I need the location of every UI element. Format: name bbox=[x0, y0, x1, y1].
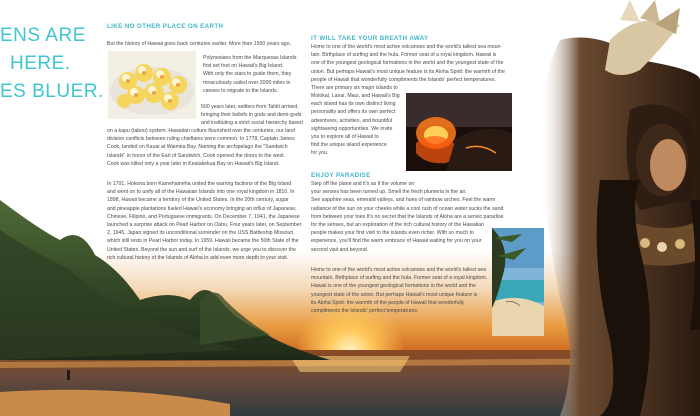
left-wrap-line: miraculously sailed over 2000 miles in bbox=[203, 79, 291, 86]
right-paragraph-1 bbox=[311, 43, 511, 92]
right-section-title-1: IT WILL TAKE YOUR BREATH AWAY bbox=[311, 35, 429, 42]
left-p3-line: United States. Beyond the sun and surf of the Islands, we urge you to discover the bbox=[107, 246, 296, 253]
left-p3-line: and went on to unify all of the Hawaiian Islands into one royal kingdom in 1810. In bbox=[107, 189, 295, 196]
left-wrap-line: With only the stars to guide them, they bbox=[203, 71, 292, 78]
left-wrap-line: first set foot on Hawaii's Big Island. bbox=[203, 63, 284, 70]
right-p2-line: See sapphire seas, emerald valleys, and hues of rainbow arches. Feel the warm bbox=[311, 197, 496, 204]
right-p3-line: compliments the Islands' perfect temperatures. bbox=[311, 308, 419, 315]
beach-photo bbox=[492, 228, 544, 336]
left-p3-line: rich cultural history of the Islands of Aloha to add even more depth to your visit. bbox=[107, 254, 289, 261]
right-paragraph-3 bbox=[311, 266, 493, 315]
right-paragraph-2 bbox=[311, 180, 511, 254]
right-p1-wrap-line: personality and offers its own perfect bbox=[311, 109, 396, 116]
left-wrap-line: Polynesians from the Marquesas Islands bbox=[203, 55, 297, 61]
lava-photo bbox=[406, 93, 512, 171]
left-p3-line: launched a surprise attack on Pearl Harbor on Oahu. Four years later, on September bbox=[107, 222, 302, 229]
headline bbox=[0, 22, 104, 106]
plumeria-photo bbox=[108, 51, 196, 119]
left-paragraph-2 bbox=[107, 127, 307, 168]
left-wrap-line: canoes to migrate to the Islands. bbox=[203, 87, 278, 94]
right-p1-line: people of Hawaii that wonderfully compliments the Islands' perfect temperatures. bbox=[311, 76, 496, 83]
left-p3-line: 2, 1945, Japan signed its unconditional surrender on the USS Battleship Missouri, bbox=[107, 230, 295, 237]
left-p3-line: and pineapple plantations fueled Hawaii's economy bringing an influx of Japanese, bbox=[107, 205, 297, 212]
left-p2-line: Cook was killed only a year later in Kealakekua Bay on Hawaii's Big Island. bbox=[107, 160, 280, 167]
left-p2-line: on a kapu (taboo) system. Hawaiian culture flourished over the centuries, our land bbox=[107, 128, 296, 134]
right-section-title-2: ENJOY PARADISE bbox=[311, 172, 371, 179]
right-p3-line: mountain. Birthplace of surfing and the hula. Former seat of a royal kingdom. bbox=[311, 275, 488, 282]
headline-line-2: HERE. bbox=[10, 53, 71, 74]
left-p3-line: 1898, Hawaii became a territory of the United States. In the 20th century, sugar bbox=[107, 197, 289, 204]
left-p3-line: Chinese, Filipino, and Portuguese immigrants. On December 7, 1941, the Japanese bbox=[107, 213, 300, 220]
right-p1-wrap-line: find the unique island experience bbox=[311, 142, 387, 149]
left-section-title: LIKE NO OTHER PLACE ON EARTH bbox=[107, 23, 224, 30]
left-p2-line: division conflicts between ruling chieftains were common. In 1778, Captain James bbox=[107, 136, 295, 143]
right-p2-line: Step off the plane and it's as if the volume on bbox=[311, 181, 415, 187]
left-wrap2-line: and instituting a strict social hierarchy based bbox=[201, 120, 303, 127]
right-p3-line: its Aloha Spirit: the warmth of the people of Hawaii that wonderfully bbox=[311, 299, 465, 306]
right-p1-line: one of the youngest geological formations in the world and the youngest state of the bbox=[311, 60, 504, 67]
left-intro: But the history of Hawaii goes back centuries earlier. More than 1500 years ago, bbox=[107, 41, 291, 47]
right-p3-line: youngest state of the union. But perhaps Hawaii's most unique feature is bbox=[311, 291, 478, 298]
right-p1-wrap-line: for you. bbox=[311, 150, 329, 157]
right-p1-line: Home to one of the world's most active volcanoes and the world's tallest sea moun- bbox=[311, 44, 503, 50]
left-p3-line: In 1791, Hokona born Kamehameha united the warring factions of the Big Island bbox=[107, 181, 292, 187]
left-p3-line: which still rests in Pearl Harbor today. In 1959, Hawaii became the 50th State of the bbox=[107, 238, 299, 245]
left-wrap-1 bbox=[203, 54, 303, 95]
right-p1-wrap-line: each island has its own distinct living bbox=[311, 101, 396, 108]
right-p1-line: There are primary six major islands to bbox=[311, 85, 398, 92]
right-p2-line: experience, you'll find the warm embrace of Hawaii waiting for you on your bbox=[311, 238, 482, 245]
left-wrap-2 bbox=[201, 103, 305, 128]
right-p1-wrap-line: Molokai, Lanai, Maui, and Hawaii's Big bbox=[311, 93, 400, 99]
right-p2-line: from between your toes.It's no secret that the Islands of Aloha are a sensic paradise bbox=[311, 213, 504, 220]
right-p1-wrap-line: you to explore all of Hawaii to bbox=[311, 134, 379, 141]
right-p1-wrap-line: adventures, activities, and bountiful bbox=[311, 117, 393, 124]
right-p2-line: for the senses, but an exploration of the rich cultural history of the Hawaiian bbox=[311, 222, 485, 229]
right-p1-wrap-line: sightseeing opportunities. We invite bbox=[311, 125, 393, 132]
right-p2-line: second visit and beyond. bbox=[311, 246, 369, 253]
right-p3-line: Home to one of the world's most active volcanoes and the world's tallest sea bbox=[311, 267, 486, 273]
right-p3-line: Hawaii is one of the youngest geological formations in the world and the bbox=[311, 283, 476, 290]
left-paragraph-3 bbox=[107, 180, 307, 262]
right-p2-line: people makes your first visit to the islands even richer. With so much to bbox=[311, 230, 474, 237]
left-wrap2-line: 500 years later, settlers from Tahiti arrived, bbox=[201, 104, 299, 110]
right-p1-line: tain. Birthplace of surfing and the hula. Former seat of a royal kingdom. Hawaii is bbox=[311, 52, 497, 59]
left-p2-line: Islands" in honor of the Earl of Sandwich, Cook opened the doors to the west. bbox=[107, 152, 286, 159]
right-p2-line: your senses has been turned up. Smell the fresh plumeria in the air. bbox=[311, 189, 467, 196]
right-p1-line: union. But perhaps Hawaii's most unique feature is its Aloha Spirit: the warmth of the bbox=[311, 68, 505, 75]
left-p2-line: Cook, landed on Kauai at Waimea Bay. Naming the archipelago the "Sandwich bbox=[107, 144, 288, 151]
headline-line-3: ES BLUER. bbox=[0, 81, 104, 102]
right-paragraph-1-wrap bbox=[311, 92, 406, 158]
left-wrap2-line: bringing their beliefs in gods and demi-gods bbox=[201, 112, 302, 119]
right-p2-line: radiance of the sun on your cheeks while a cool rush of ocean water sucks the sand bbox=[311, 205, 504, 212]
headline-line-1: ENS ARE bbox=[0, 25, 86, 46]
